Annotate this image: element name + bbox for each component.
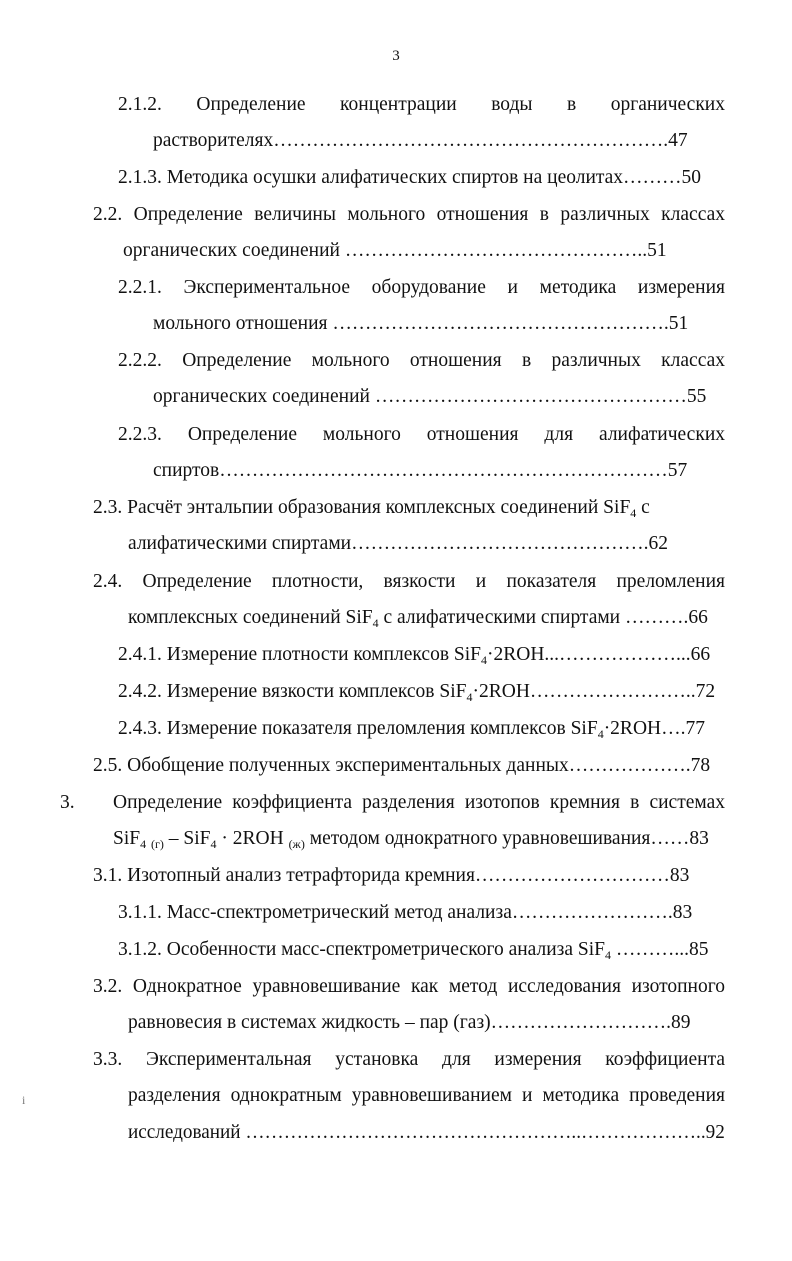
subscript-4: 4 [210,837,217,851]
toc-entry-2-4-line-2 [128,607,708,629]
toc-entry-2-3-line-2: алифатическими спиртами……………………………………….62 [128,533,668,554]
margin-mark: i [22,1093,26,1107]
toc-entry-2-4-text: комплексных соединений SiF [128,607,373,628]
toc-entry-2-1-2-line-1: 2.1.2. Определение концентрации воды в органических [118,94,725,115]
toc-entry-3-3-line-2: разделения однократным уравновешиванием и методика проведения [128,1085,725,1106]
toc-entry-2-1-2-line-2: растворителях…………………………………………………….47 [153,130,688,151]
formula-2roh: · 2ROH [216,828,289,849]
subscript-gas: (г) [150,837,164,851]
toc-entry-3-1-1: 3.1.1. Масс-спектрометрический метод анализа…………………….83 [118,902,693,923]
toc-entry-2-4-2-tail: ·2ROH……………………..72 [472,681,716,702]
subscript-4: 4 [597,727,604,741]
toc-entry-3-1-2-text: 3.1.2. Особенности масс-спектрометрического анализа SiF [118,939,606,960]
toc-chapter-number: 3. [60,792,75,813]
toc-entry-2-4-2-text: 2.4.2. Измерение вязкости комплексов SiF [118,681,467,702]
toc-entry-2-4-1-text: 2.4.1. Измерение плотности комплексов SiF [118,644,482,665]
toc-entry-2-3-line-1 [93,497,650,519]
toc-entry-2-4-tail: с алифатическими спиртами ……….66 [383,607,708,628]
subscript-4: 4 [466,690,473,704]
toc-entry-2-4-1 [118,644,710,666]
toc-entry-2-1-3: 2.1.3. Методика осушки алифатических спиртов на цеолитах………50 [118,167,702,188]
formula-sif4: SiF [113,828,141,849]
toc-entry-2-2-3-line-2: спиртов……………………………………………………………57 [153,460,688,481]
toc-entry-3-2-line-2: равновесия в системах жидкость – пар (газ)……………………….89 [128,1012,691,1033]
toc-entry-2-2-line-2: органических соединений ………………………………………..51 [123,240,667,261]
subscript-4: 4 [605,948,612,962]
subscript-liquid: (ж) [288,837,305,851]
page-number: 3 [392,48,400,64]
toc-entry-2-2-1-line-1: 2.2.1. Экспериментальное оборудование и методика измерения [118,277,725,298]
toc-entry-2-2-3-line-1: 2.2.3. Определение мольного отношения для алифатических [118,424,725,445]
toc-entry-2-2-2-line-1: 2.2.2. Определение мольного отношения в различных классах [118,350,725,371]
toc-entry-3-1-2 [118,939,709,961]
toc-entry-2-4-2 [118,681,715,703]
toc-entry-2-4-3 [118,718,705,740]
toc-entry-2-2-1-line-2: мольного отношения …………………………………………….51 [153,313,689,334]
toc-entry-2-3-tail: с [641,497,650,518]
toc-entry-2-4-3-tail: ·2ROH….77 [603,718,705,739]
subscript-4: 4 [372,616,379,630]
toc-entry-2-4-1-tail: ·2ROH...………………...66 [487,644,711,665]
toc-entry-3-line-1: Определение коэффициента разделения изотопов кремния в системах [113,792,725,813]
toc-entry-3-3-line-3: исследований ……………………………………………..………………..92 [128,1122,725,1143]
toc-entry-3-2-line-1: 3.2. Однократное уравновешивание как метод исследования изотопного [93,976,725,997]
toc-entry-3-tail: методом однократного уравновешивания……83 [304,828,709,849]
subscript-4: 4 [140,837,147,851]
subscript-4: 4 [630,506,637,520]
toc-entry-3-3-line-1: 3.3. Экспериментальная установка для измерения коэффициента [93,1049,725,1070]
toc-entry-3-line-2 [113,828,709,850]
toc-entry-2-4-3-text: 2.4.3. Измерение показателя преломления комплексов SiF [118,718,598,739]
toc-entry-3-1-2-tail: ………...85 [611,939,709,960]
toc-entry-2-5: 2.5. Обобщение полученных экспериментальных данных……………….78 [93,755,711,776]
subscript-4: 4 [481,653,488,667]
toc-entry-2-4-line-1: 2.4. Определение плотности, вязкости и показателя преломления [93,571,725,592]
formula-sif4-2: – SiF [163,828,211,849]
toc-entry-2-2-2-line-2: органических соединений …………………………………………55 [153,386,707,407]
toc-entry-2-3-text: 2.3. Расчёт энтальпии образования комплексных соединений SiF [93,497,631,518]
toc-entry-2-2-line-1: 2.2. Определение величины мольного отношения в различных классах [93,204,725,225]
toc-entry-3-1: 3.1. Изотопный анализ тетрафторида кремния…………………………83 [93,865,690,886]
